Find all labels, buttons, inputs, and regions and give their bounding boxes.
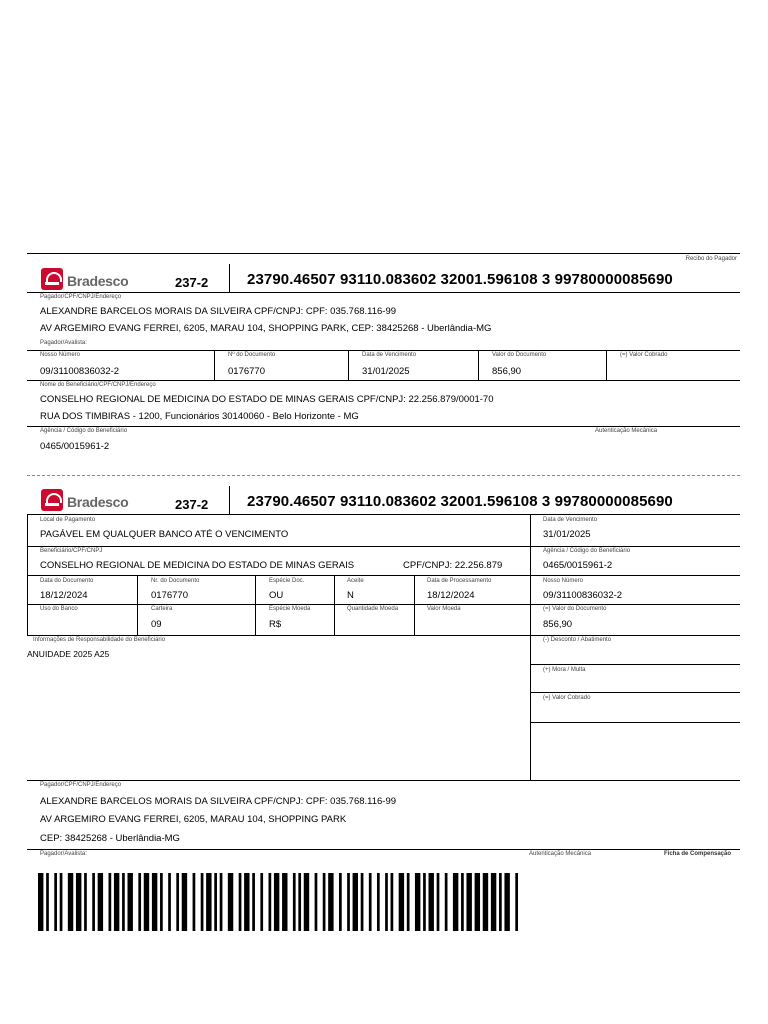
agency-value: 0465/0015961-2 bbox=[40, 441, 110, 452]
payer-name: ALEXANDRE BARCELOS MORAIS DA SILVEIRA CPF/CNPJ: CPF: 035.768.116-99 bbox=[40, 306, 397, 317]
currency: R$ bbox=[269, 619, 282, 630]
barcode-bar bbox=[491, 873, 496, 931]
info-label: Informações de Responsabilidade do Beneficiário bbox=[33, 637, 166, 643]
barcode-bar bbox=[515, 873, 518, 931]
barcode-bar bbox=[339, 873, 342, 931]
doc-value-label: Valor do Documento bbox=[492, 352, 547, 358]
wallet: 09 bbox=[151, 619, 162, 630]
nosso-numero-label: Nosso Número bbox=[40, 352, 81, 358]
slip-agency-label: Agência / Código do Beneficiário bbox=[543, 548, 631, 554]
barcode-bar bbox=[193, 873, 196, 931]
slip-nosso-numero-label: Nosso Número bbox=[543, 578, 584, 584]
payer-address: AV ARGEMIRO EVANG FERREI, 6205, MARAU 104, SHOPPING PARK, CEP: 38425268 - Uberlândia-MG bbox=[40, 323, 492, 334]
slip-mech-auth-label: Autenticação Mecânica bbox=[529, 851, 592, 857]
digitable-line[interactable]: 23790.46507 93110.083602 32001.596108 3 99780000085690 bbox=[247, 493, 673, 510]
barcode-bar bbox=[260, 873, 263, 931]
slip-doc-number: 0176770 bbox=[151, 590, 188, 601]
beneficiary-name: CONSELHO REGIONAL DE MEDICINA DO ESTADO DE MINAS GERAIS CPF/CNPJ: 22.256.879/0001-70 bbox=[40, 394, 494, 405]
barcode-bar bbox=[138, 873, 141, 931]
bradesco-logo bbox=[41, 489, 141, 513]
bradesco-logo-icon bbox=[41, 268, 63, 290]
barcode-bar bbox=[293, 873, 296, 931]
barcode-bar bbox=[429, 873, 434, 931]
cut-line bbox=[27, 475, 740, 476]
barcode-bar bbox=[168, 873, 171, 931]
barcode-bar bbox=[144, 873, 149, 931]
payment-place: PAGÁVEL EM QUALQUER BANCO ATÉ O VENCIMENTO bbox=[40, 529, 289, 540]
barcode-bar bbox=[361, 873, 364, 931]
info-text: ANUIDADE 2025 A25 bbox=[27, 649, 110, 659]
charged-label: (=) Valor Cobrado bbox=[543, 695, 591, 701]
quantity-label: Quantidade Moeda bbox=[347, 606, 399, 612]
barcode-bar bbox=[385, 873, 388, 931]
barcode-bar bbox=[182, 873, 187, 931]
nosso-numero: 09/31100836032-2 bbox=[40, 366, 120, 377]
guarantor-label: Pagador/Avalista: bbox=[40, 340, 87, 346]
bradesco-logo-icon bbox=[41, 489, 63, 511]
barcode-bar bbox=[499, 873, 502, 931]
barcode-bar bbox=[437, 873, 440, 931]
barcode-bar bbox=[466, 873, 471, 931]
barcode-bar bbox=[304, 873, 309, 931]
beneficiary-address: RUA DOS TIMBIRAS - 1200, Funcionários 30140060 - Belo Horizonte - MG bbox=[40, 411, 359, 422]
barcode-bar bbox=[391, 873, 394, 931]
slip-guarantor-label: Pagador/Avalista: bbox=[40, 851, 87, 857]
accept: N bbox=[347, 590, 354, 601]
barcode-bar bbox=[353, 873, 358, 931]
barcode-bar bbox=[176, 873, 179, 931]
charged-value-label: (=) Valor Cobrado bbox=[620, 352, 668, 358]
doc-number: 0176770 bbox=[228, 366, 265, 377]
barcode-bar bbox=[347, 873, 350, 931]
barcode-bar bbox=[54, 873, 57, 931]
beneficiary-label: Nome do Beneficiário/CPF/CNPJ/Endereço bbox=[40, 382, 156, 388]
process-date: 18/12/2024 bbox=[427, 590, 475, 601]
doc-number-label: Nº do Documento bbox=[228, 352, 276, 358]
barcode-bar bbox=[114, 873, 119, 931]
barcode-bar bbox=[76, 873, 81, 931]
barcode bbox=[38, 873, 518, 931]
barcode-bar bbox=[220, 873, 223, 931]
compensation-label: Ficha de Compensação bbox=[664, 851, 732, 857]
due-date: 31/01/2025 bbox=[362, 366, 410, 377]
slip-beneficiary-name: CONSELHO REGIONAL DE MEDICINA DO ESTADO DE MINAS GERAIS bbox=[40, 560, 355, 571]
barcode-bar bbox=[315, 873, 318, 931]
doc-kind: OU bbox=[269, 590, 284, 601]
barcode-bar bbox=[60, 873, 63, 931]
due-date-label: Data de Vencimento bbox=[362, 352, 417, 358]
barcode-bar bbox=[377, 873, 380, 931]
barcode-bar bbox=[214, 873, 217, 931]
barcode-bar bbox=[109, 873, 112, 931]
barcode-bar bbox=[46, 873, 49, 931]
barcode-bar bbox=[68, 873, 73, 931]
slip-payer-address: AV ARGEMIRO EVANG FERREI, 6205, MARAU 104, SHOPPING PARK bbox=[40, 814, 347, 825]
barcode-bar bbox=[483, 873, 488, 931]
slip-payer-name: ALEXANDRE BARCELOS MORAIS DA SILVEIRA CPF/CNPJ: CPF: 035.768.116-99 bbox=[40, 796, 397, 807]
slip-payer-label: Pagador/CPF/CNPJ/Endereço bbox=[40, 782, 122, 788]
barcode-bar bbox=[274, 873, 279, 931]
slip-due-date-label: Data de Vencimento bbox=[543, 517, 598, 523]
bank-code: 237-2 bbox=[175, 275, 209, 290]
value-label: Valor Moeda bbox=[427, 606, 461, 612]
barcode-bar bbox=[84, 873, 87, 931]
payment-place-label: Local de Pagamento bbox=[40, 517, 96, 523]
barcode-bar bbox=[38, 873, 43, 931]
barcode-bar bbox=[461, 873, 464, 931]
slip-nosso-numero: 09/31100836032-2 bbox=[543, 590, 623, 601]
slip-doc-value-label: (=) Valor do Documento bbox=[543, 606, 607, 612]
doc-kind-label: Espécie Doc. bbox=[269, 578, 305, 584]
bradesco-logo bbox=[41, 268, 141, 292]
barcode-bar bbox=[407, 873, 410, 931]
wallet-label: Carteira bbox=[151, 606, 173, 612]
barcode-bar bbox=[239, 873, 242, 931]
barcode-bar bbox=[415, 873, 420, 931]
barcode-bar bbox=[453, 873, 458, 931]
barcode-bar bbox=[92, 873, 95, 931]
barcode-bar bbox=[445, 873, 448, 931]
barcode-bar bbox=[152, 873, 157, 931]
barcode-bar bbox=[423, 873, 426, 931]
slip-doc-number-label: Nr. do Documento bbox=[151, 578, 200, 584]
barcode-bar bbox=[369, 873, 372, 931]
slip-payer-cep: CEP: 38425268 - Uberlândia-MG bbox=[40, 833, 180, 844]
barcode-bar bbox=[244, 873, 249, 931]
barcode-bar bbox=[399, 873, 404, 931]
barcode-bar bbox=[504, 873, 509, 931]
barcode-bar bbox=[201, 873, 204, 931]
barcode-bar bbox=[269, 873, 272, 931]
barcode-bar bbox=[252, 873, 255, 931]
fine-label: (+) Mora / Multa bbox=[543, 667, 586, 673]
doc-date-label: Data do Documento bbox=[40, 578, 94, 584]
barcode-bar bbox=[160, 873, 163, 931]
slip-agency-value: 0465/0015961-2 bbox=[543, 560, 613, 571]
barcode-bar bbox=[228, 873, 233, 931]
accept-label: Aceite bbox=[347, 578, 364, 584]
barcode-bar bbox=[282, 873, 287, 931]
payer-label: Pagador/CPF/CNPJ/Endereço bbox=[40, 294, 122, 300]
barcode-bar bbox=[298, 873, 301, 931]
mech-auth-label: Autenticação Mecânica bbox=[595, 428, 658, 434]
bank-code: 237-2 bbox=[175, 497, 209, 512]
discount-label: (-) Desconto / Abatimento bbox=[543, 637, 612, 643]
barcode-bar bbox=[122, 873, 125, 931]
agency-label: Agência / Código do Beneficiário bbox=[40, 428, 128, 434]
barcode-bar bbox=[475, 873, 480, 931]
barcode-bar bbox=[127, 873, 132, 931]
slip-beneficiary-label: Beneficiário/CPF/CNPJ bbox=[40, 548, 103, 554]
bank-use-label: Uso do Banco bbox=[40, 606, 78, 612]
receipt-header-label: Recibo do Pagador bbox=[685, 256, 737, 262]
barcode-bar bbox=[98, 873, 103, 931]
process-date-label: Data de Processamento bbox=[427, 578, 492, 584]
digitable-line[interactable]: 23790.46507 93110.083602 32001.596108 3 99780000085690 bbox=[247, 271, 673, 288]
barcode-bar bbox=[206, 873, 211, 931]
slip-doc-value: 856,90 bbox=[543, 619, 573, 630]
doc-date: 18/12/2024 bbox=[40, 590, 88, 601]
currency-label: Espécie Moeda bbox=[269, 606, 311, 612]
slip-beneficiary-cnpj: CPF/CNPJ: 22.256.879 bbox=[403, 560, 503, 571]
barcode-bar bbox=[323, 873, 326, 931]
doc-value: 856,90 bbox=[492, 366, 522, 377]
bank-name: Bradesco bbox=[67, 494, 129, 510]
slip-due-date: 31/01/2025 bbox=[543, 529, 591, 540]
bank-name: Bradesco bbox=[67, 273, 129, 289]
barcode-bar bbox=[328, 873, 333, 931]
